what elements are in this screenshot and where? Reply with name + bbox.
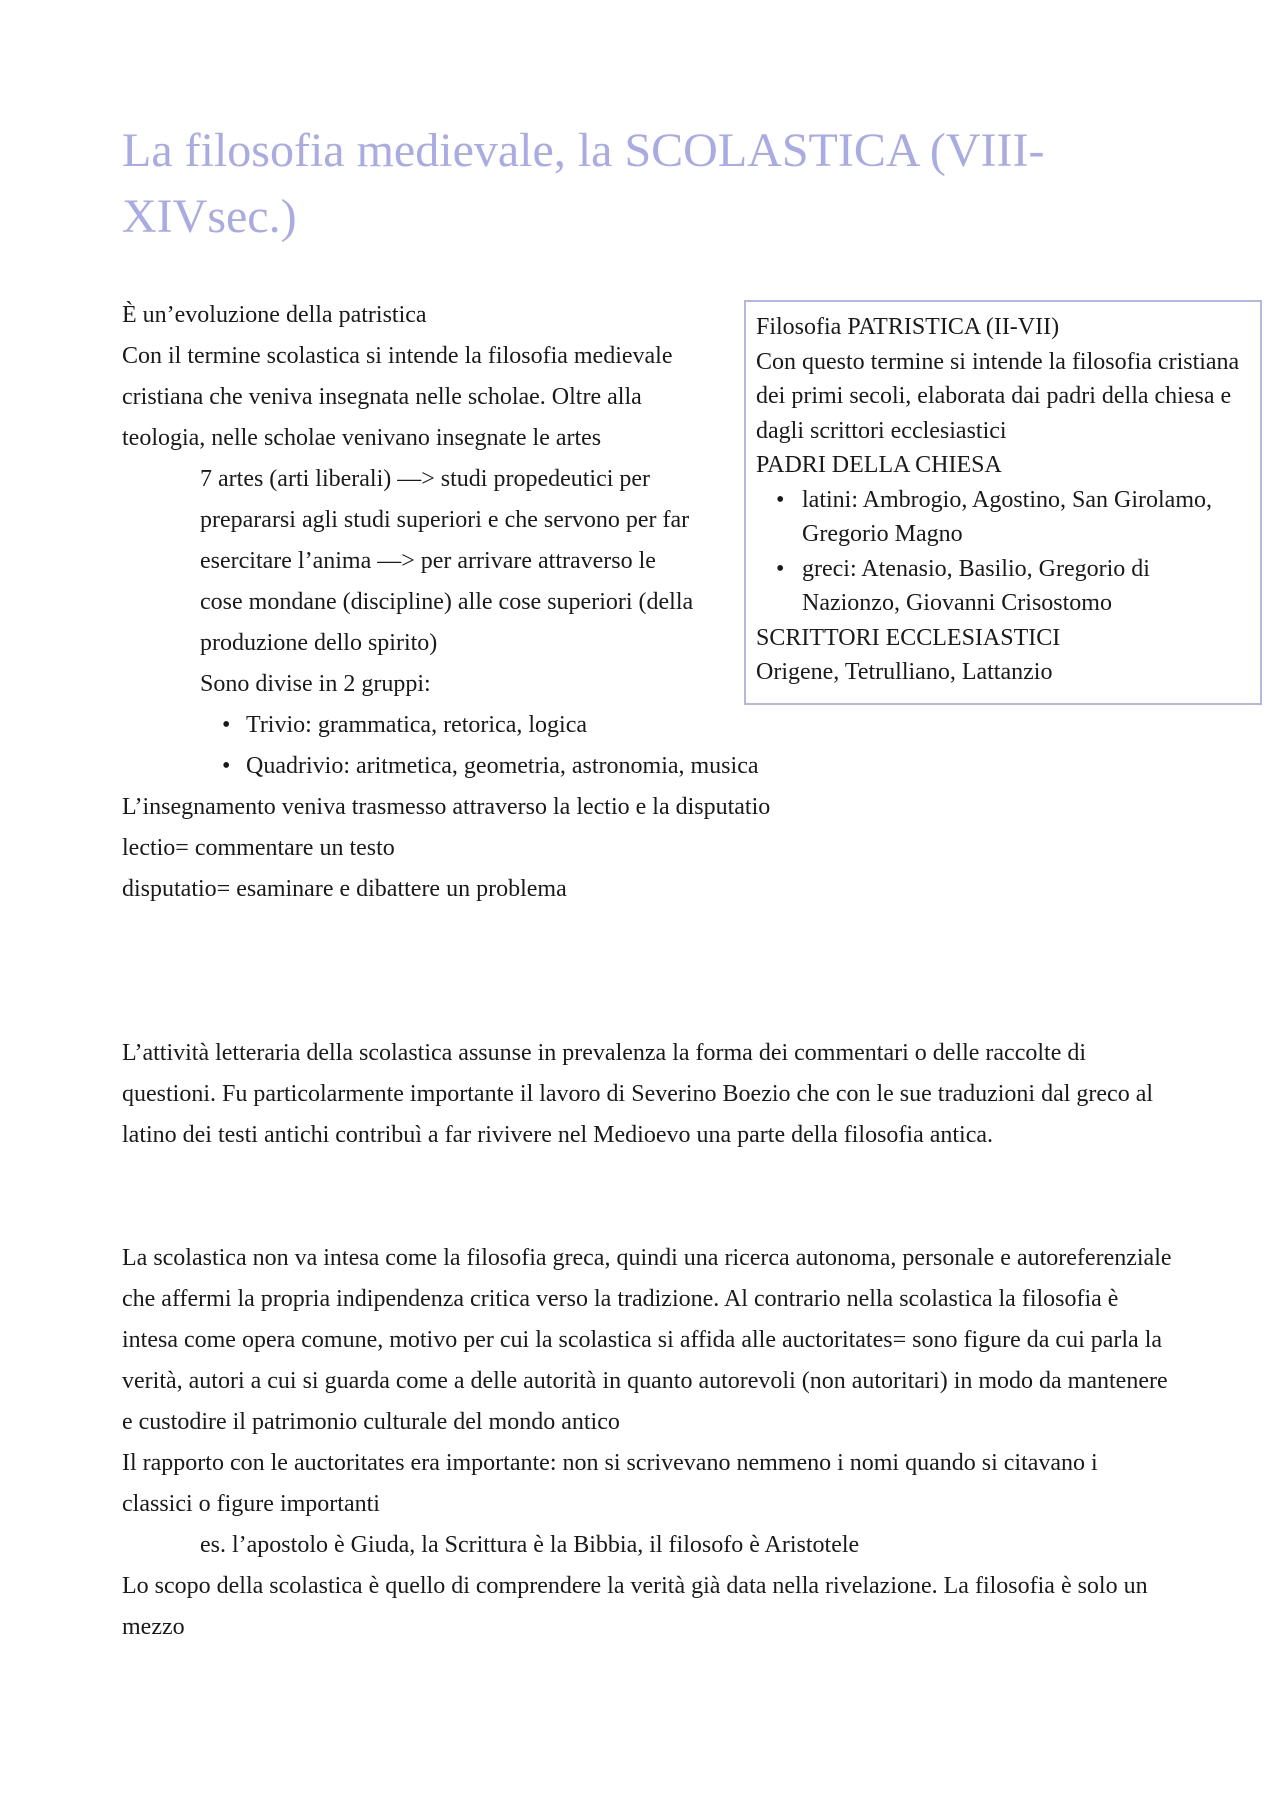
list-item: • Trivio: grammatica, retorica, logica	[246, 705, 822, 746]
paragraph-3	[122, 1238, 1172, 1648]
paragraph-text: Lo scopo della scolastica è quello di comprendere la verità già data nella rivelazione. La filosofia è solo un mezzo	[122, 1573, 1148, 1640]
artes-paragraph: 7 artes (arti liberali) —> studi propedeutici per prepararsi agli studi superiori e che servono per far esercitare l’anima —> per arrivare attraverso le cose mondane (discipline) alle cose superiori (della produzione dello spirito)	[200, 466, 694, 656]
paragraph-2	[122, 1033, 1172, 1156]
teaching-line: L’insegnamento veniva trasmesso attraverso la lectio e la disputatio	[122, 794, 771, 820]
intro-line: È un’evoluzione della patristica	[122, 302, 427, 328]
fathers-heading: PADRI DELLA CHIESA	[756, 452, 1002, 478]
intro-section	[122, 295, 822, 910]
box-heading: Filosofia PATRISTICA (II-VII)	[756, 314, 1060, 340]
intro-paragraph: Con il termine scolastica si intende la filosofia medievale cristiana che veniva insegnata nelle scholae. Oltre alla teologia, nelle scholae venivano insegnate le artes	[122, 343, 673, 451]
lectio-line: lectio= commentare un testo	[122, 835, 395, 861]
writers-list: Origene, Tetrulliano, Lattanzio	[756, 659, 1053, 685]
paragraph-text: La scolastica non va intesa come la filosofia greca, quindi una ricerca autonoma, personale e autoreferenziale che affermi la propria indipendenza critica verso la tradizione. Al contrario nella scolastica la filosofia è intesa come opera comune, motivo per cui la scolastica si affida alle auctoritates= sono figure da cui parla la verità, autori a cui si guarda come a delle autorità in quanto autorevoli (non autoritari) in modo da mantenere e custodire il patrimonio culturale del mondo antico	[122, 1245, 1172, 1435]
box-description: Con questo termine si intende la filosofia cristiana dei primi secoli, elaborata dai padri della chiesa e dagli scrittori ecclesiastici	[756, 348, 1240, 444]
list-item: • greci: Atenasio, Basilio, Gregorio di Nazionzo, Giovanni Crisostomo	[802, 552, 1250, 621]
groups-list	[122, 705, 822, 787]
disputatio-line: disputatio= esaminare e dibattere un problema	[122, 876, 567, 902]
paragraph-text: Il rapporto con le auctoritates era importante: non si scrivevano nemmeno i nomi quando si citavano i classici o figure importanti	[122, 1450, 1098, 1517]
list-item: • latini: Ambrogio, Agostino, San Girolamo, Gregorio Magno	[802, 483, 1250, 552]
paragraph-text: L’attività letteraria della scolastica assunse in prevalenza la forma dei commentari o delle raccolte di questioni. Fu particolarmente importante il lavoro di Severino Boezio che con le sue traduzioni dal greco al latino dei testi antichi contribuì a far rivivere nel Medioevo una parte della filosofia antica.	[122, 1040, 1154, 1148]
example-line: es. l’apostolo è Giuda, la Scrittura è la Bibbia, il filosofo è Aristotele	[200, 1532, 860, 1558]
list-item: • Quadrivio: aritmetica, geometria, astronomia, musica	[246, 746, 822, 787]
patristica-box	[744, 300, 1262, 705]
page-title: La filosofia medievale, la SCOLASTICA (VIII-XIVsec.)	[122, 124, 1045, 243]
groups-intro: Sono divise in 2 gruppi:	[200, 671, 431, 697]
fathers-list	[756, 483, 1250, 621]
writers-heading: SCRITTORI ECCLESIASTICI	[756, 624, 1061, 651]
